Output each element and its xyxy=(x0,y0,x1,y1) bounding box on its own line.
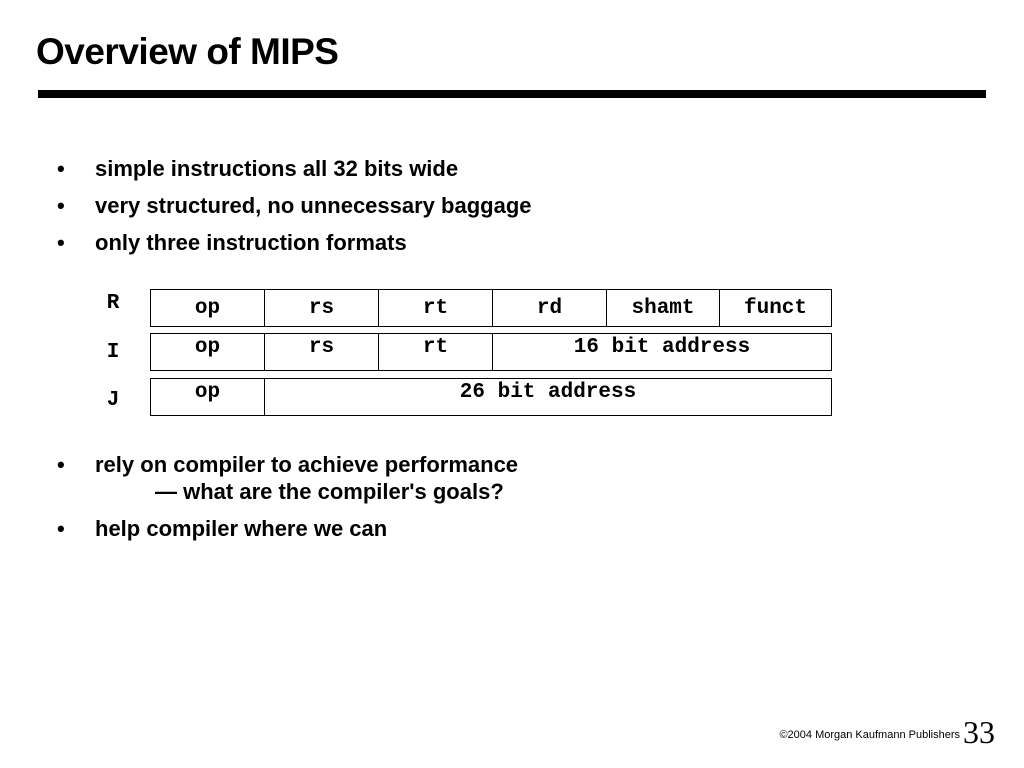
format-row-i xyxy=(150,333,832,371)
bullet-dot-icon: • xyxy=(57,156,65,181)
title-divider xyxy=(38,90,986,98)
field-rs: rs xyxy=(265,290,379,326)
bullet-list-bottom xyxy=(0,451,1024,552)
format-label-r: R xyxy=(106,292,120,315)
field-rt: rt xyxy=(379,334,493,370)
bullet-dot-icon: • xyxy=(57,516,65,541)
field-16-bit-address: 16 bit address xyxy=(573,336,751,359)
bullet-item xyxy=(0,515,1024,542)
field-rd: rd xyxy=(493,290,607,326)
format-row-j xyxy=(150,378,832,416)
bullet-item xyxy=(0,192,1024,219)
bullet-subtext: — what are the compiler's goals? xyxy=(155,479,504,504)
bullet-dot-icon: • xyxy=(57,230,65,255)
format-row-r xyxy=(150,289,832,327)
field-op: op xyxy=(151,334,265,370)
field-rt: rt xyxy=(379,290,493,326)
field-26-bit-address: 26 bit address xyxy=(459,381,637,404)
bullet-text: only three instruction formats xyxy=(95,230,407,255)
bullet-text: help compiler where we can xyxy=(95,516,388,541)
format-label-i: I xyxy=(106,341,120,364)
field-op: op xyxy=(151,290,265,326)
copyright-footer xyxy=(779,728,960,742)
bullet-text: very structured, no unnecessary baggage xyxy=(95,193,532,218)
bullet-text: rely on compiler to achieve performance xyxy=(95,452,519,477)
bullet-dot-icon: • xyxy=(57,452,65,477)
field-op: op xyxy=(151,379,265,415)
bullet-list-top xyxy=(0,155,1024,266)
copyright-icon: © xyxy=(779,729,788,741)
field-funct: funct xyxy=(743,296,807,320)
bullet-item xyxy=(0,451,1024,505)
field-shamt: shamt xyxy=(607,290,720,326)
field-rs: rs xyxy=(265,334,379,370)
bullet-dot-icon: • xyxy=(57,193,65,218)
bullet-text: simple instructions all 32 bits wide xyxy=(95,156,459,181)
bullet-item xyxy=(0,229,1024,256)
bullet-item xyxy=(0,155,1024,182)
page-number: 33 xyxy=(963,714,995,750)
format-label-j: J xyxy=(106,389,120,412)
slide-title: Overview of MIPS xyxy=(36,31,339,72)
copyright-text: 2004 Morgan Kaufmann Publishers xyxy=(787,729,960,741)
